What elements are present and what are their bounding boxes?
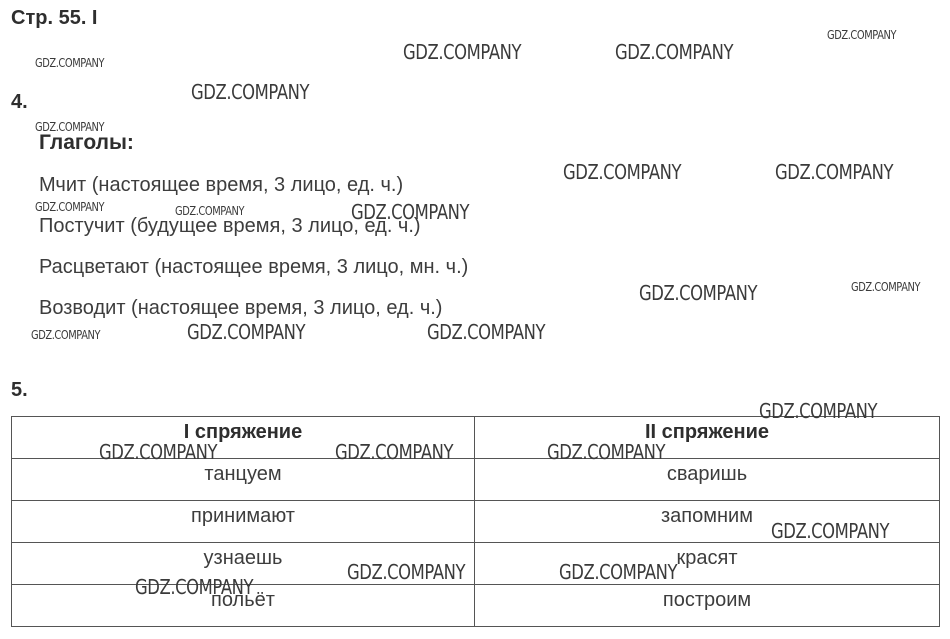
watermark: GDZ.COMPANY <box>99 440 218 464</box>
table-cell: танцуем <box>12 459 475 501</box>
watermark: GDZ.COMPANY <box>191 80 310 104</box>
watermark: GDZ.COMPANY <box>135 575 254 599</box>
verb-line: Мчит (настоящее время, 3 лицо, ед. ч.) <box>39 174 404 196</box>
task-4-number: 4. <box>11 91 28 113</box>
watermark: GDZ.COMPANY <box>175 204 245 218</box>
watermark: GDZ.COMPANY <box>347 560 466 584</box>
watermark: GDZ.COMPANY <box>547 440 666 464</box>
watermark: GDZ.COMPANY <box>771 519 890 543</box>
column-header-first-conjugation: I спряжение <box>12 417 475 459</box>
verb-line: Постучит (будущее время, 3 лицо, ед. ч.) <box>39 215 421 237</box>
watermark: GDZ.COMPANY <box>335 440 454 464</box>
watermark: GDZ.COMPANY <box>35 200 105 214</box>
watermark: GDZ.COMPANY <box>563 160 682 184</box>
watermark: GDZ.COMPANY <box>639 281 758 305</box>
table-cell: узнаешь <box>12 543 475 585</box>
table-cell: принимают <box>12 501 475 543</box>
page-reference: Стр. 55. I <box>11 7 98 29</box>
table-cell: построим <box>475 585 940 627</box>
table-row <box>12 459 940 501</box>
verb-line: Возводит (настоящее время, 3 лицо, ед. ч.) <box>39 297 443 319</box>
watermark: GDZ.COMPANY <box>351 200 470 224</box>
watermark: GDZ.COMPANY <box>559 560 678 584</box>
task-5-number: 5. <box>11 379 28 401</box>
watermark: GDZ.COMPANY <box>615 40 734 64</box>
watermark: GDZ.COMPANY <box>35 120 105 134</box>
watermark: GDZ.COMPANY <box>187 320 306 344</box>
table-cell: польёт <box>12 585 475 627</box>
column-header-second-conjugation: II спряжение <box>475 417 940 459</box>
watermark: GDZ.COMPANY <box>759 399 878 423</box>
table-cell: сваришь <box>475 459 940 501</box>
table-cell: красят <box>475 543 940 585</box>
watermark: GDZ.COMPANY <box>775 160 894 184</box>
watermark: GDZ.COMPANY <box>851 280 921 294</box>
verb-line: Расцветают (настоящее время, 3 лицо, мн. ч.) <box>39 256 469 278</box>
watermark: GDZ.COMPANY <box>31 328 101 342</box>
table-cell: запомним <box>475 501 940 543</box>
verbs-heading: Глаголы: <box>39 131 134 154</box>
watermark: GDZ.COMPANY <box>403 40 522 64</box>
watermark: GDZ.COMPANY <box>35 56 105 70</box>
watermark: GDZ.COMPANY <box>427 320 546 344</box>
watermark: GDZ.COMPANY <box>827 28 897 42</box>
